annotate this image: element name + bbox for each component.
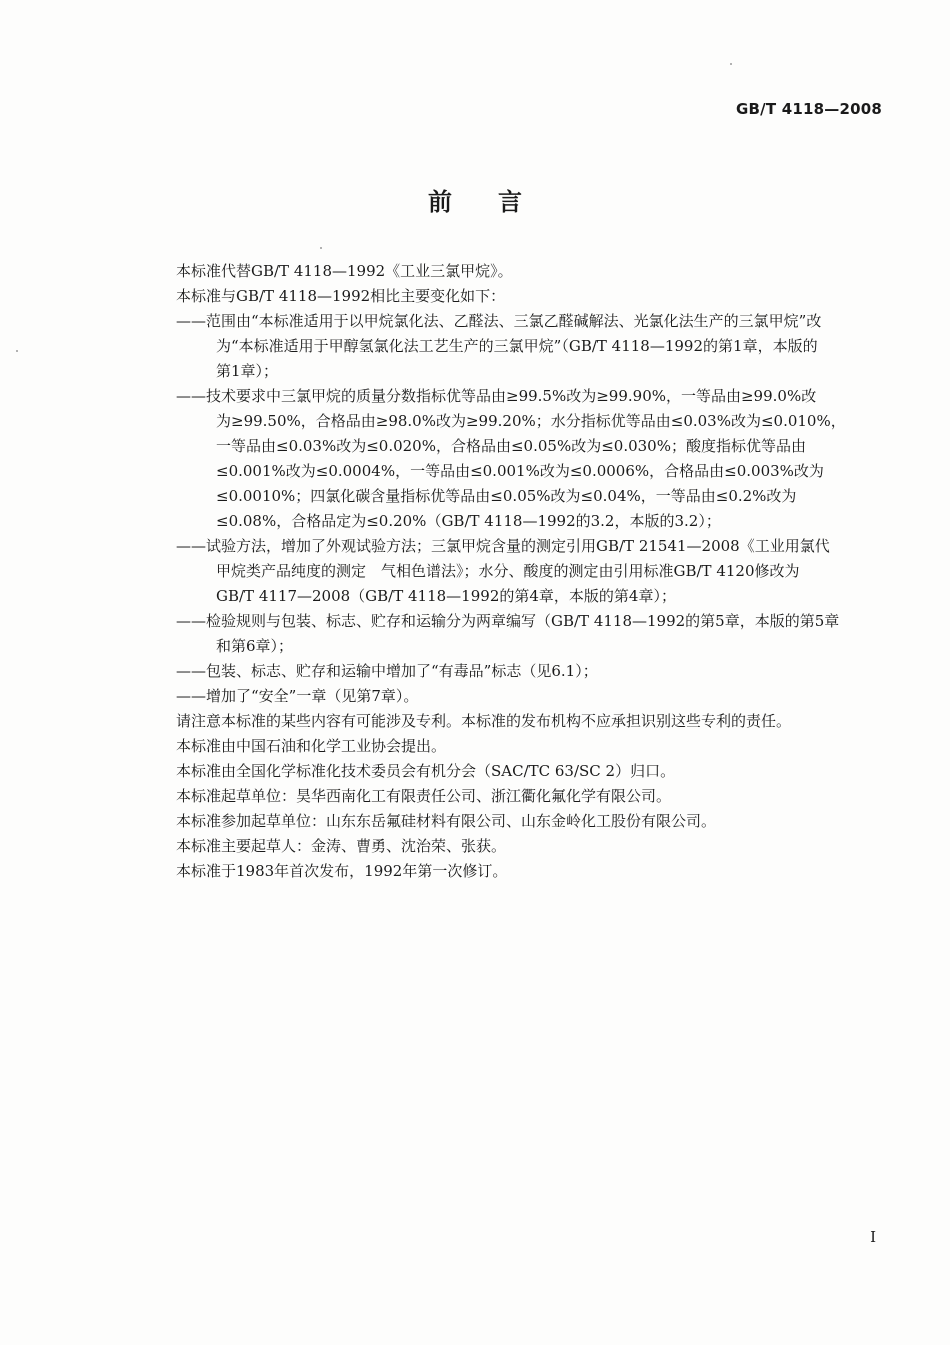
page-number: I xyxy=(870,1228,876,1246)
text-line: 本标准与GB/T 4118—1992相比主要变化如下： xyxy=(176,287,506,305)
text-line: 本标准主要起草人：金涛、曹勇、沈治荣、张获。 xyxy=(176,837,507,855)
text-line: 本标准于1983年首次发布，1992年第一次修订。 xyxy=(176,862,508,880)
text-line: 甲烷类产品纯度的测定 气相色谱法》；水分、酸度的测定由引用标准GB/T 4120修改为 xyxy=(216,562,800,580)
text-line: ≤0.001%改为≤0.0004%，一等品由≤0.001%改为≤0.0006%，合格品由≤0.003%改为 xyxy=(216,462,824,480)
text-line: ——范围由“本标准适用于以甲烷氯化法、乙醛法、三氯乙醛碱解法、光氯化法生产的三氯甲烷”改 xyxy=(176,312,822,330)
text-line: ——检验规则与包装、标志、贮存和运输分为两章编写（GB/T 4118—1992的第5章，本版的第5章 xyxy=(176,612,840,630)
text-line: 和第6章）； xyxy=(216,637,294,655)
scan-speck xyxy=(730,63,732,65)
foreword-body xyxy=(176,259,888,884)
page-title: 前言 xyxy=(428,188,568,216)
text-line: 本标准参加起草单位：山东东岳氟硅材料有限公司、山东金岭化工股份有限公司。 xyxy=(176,812,717,830)
text-line: 本标准起草单位：昊华西南化工有限责任公司、浙江衢化氟化学有限公司。 xyxy=(176,787,672,805)
text-line: ——增加了“安全”一章（见第7章）。 xyxy=(176,687,419,705)
text-line: ——试验方法，增加了外观试验方法；三氯甲烷含量的测定引用GB/T 21541—2008《工业用氯代 xyxy=(176,537,830,555)
scan-speck xyxy=(16,350,18,352)
text-line: ≤0.0010%；四氯化碳含量指标优等品由≤0.05%改为≤0.04%，一等品由≤0.2%改为 xyxy=(216,487,797,505)
scan-speck xyxy=(320,247,322,249)
text-line: 本标准由全国化学标准化技术委员会有机分会（SAC/TC 63/SC 2）归口。 xyxy=(176,762,676,780)
text-line: ≤0.08%，合格品定为≤0.20%（GB/T 4118—1992的3.2，本版的3.2）； xyxy=(216,512,721,530)
text-line: 请注意本标准的某些内容有可能涉及专利。本标准的发布机构不应承担识别这些专利的责任。 xyxy=(176,712,792,730)
text-line: 为≥99.50%，合格品由≥98.0%改为≥99.20%；水分指标优等品由≤0.03%改为≤0.010%， xyxy=(216,412,846,430)
text-line: ——包装、标志、贮存和运输中增加了“有毒品”标志（见6.1）； xyxy=(176,662,598,680)
text-line: 为“本标准适用于甲醇氢氯化法工艺生产的三氯甲烷”（GB/T 4118—1992的第1章，本版的 xyxy=(216,337,818,355)
text-line: 第1章）； xyxy=(216,362,279,380)
standard-code: GB/T 4118—2008 xyxy=(736,100,882,118)
text-line: GB/T 4117—2008（GB/T 4118—1992的第4章，本版的第4章）； xyxy=(216,587,676,605)
text-line: 一等品由≤0.03%改为≤0.020%，合格品由≤0.05%改为≤0.030%；酸度指标优等品由 xyxy=(216,437,806,455)
text-line: ——技术要求中三氯甲烷的质量分数指标优等品由≥99.5%改为≥99.90%，一等品由≥99.0%改 xyxy=(176,387,817,405)
text-line: 本标准代替GB/T 4118—1992《工业三氯甲烷》。 xyxy=(176,262,513,280)
text-line: 本标准由中国石油和化学工业协会提出。 xyxy=(176,737,447,755)
